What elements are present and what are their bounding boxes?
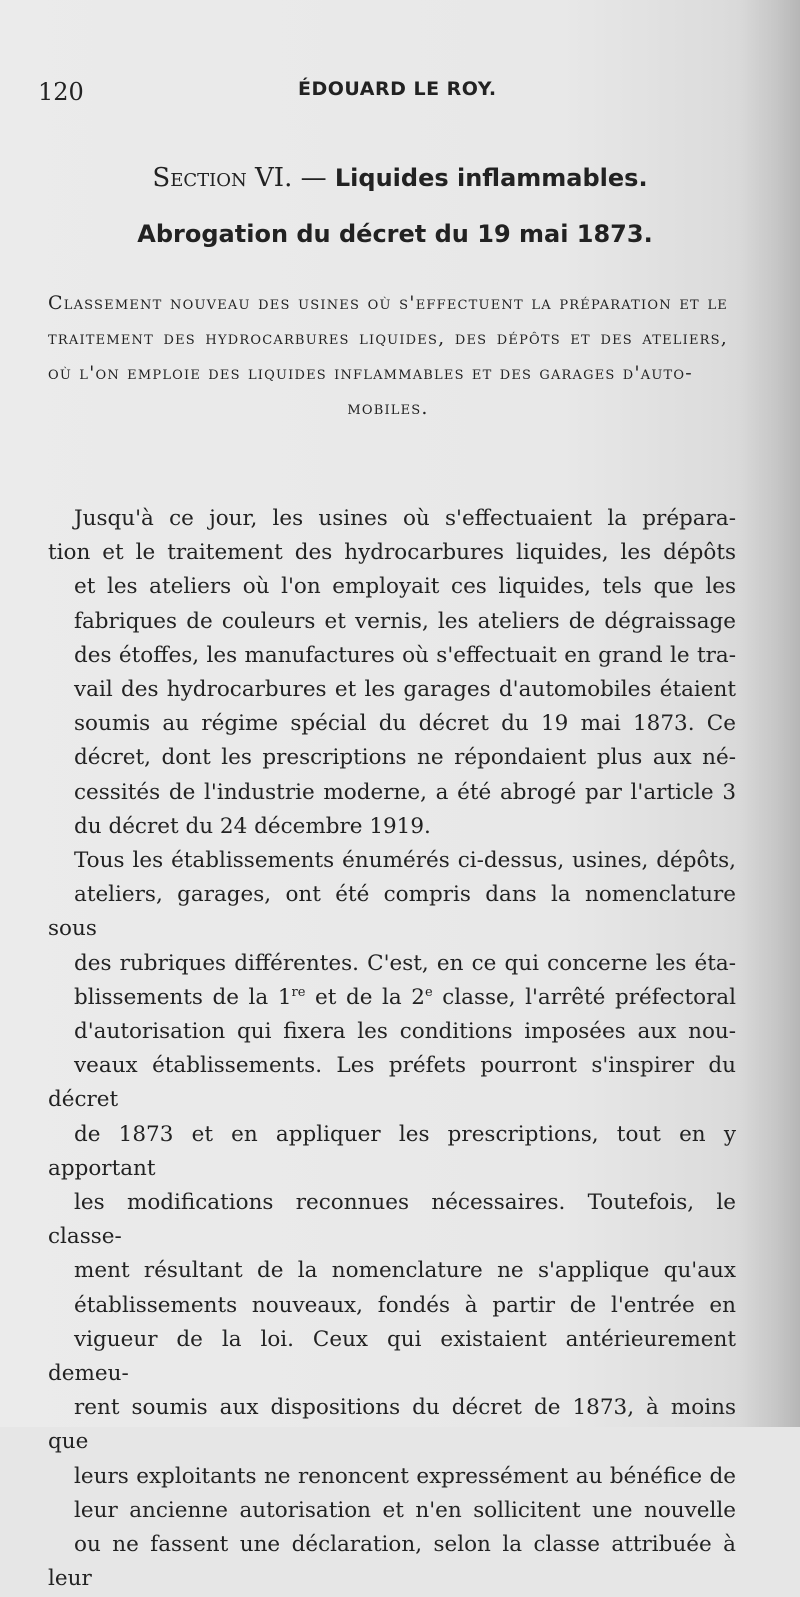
text-line: vigueur de la loi. Ceux qui existaient antérieurement demeu- <box>48 1326 736 1387</box>
text-line: de 1873 et en appliquer les prescriptions, tout en y apportant <box>48 1121 736 1181</box>
text-line: Tous les établissements énumérés ci-dessus, usines, dépôts, <box>74 848 736 874</box>
classement-line: des liquides inflammables et des garages d'auto- <box>208 362 693 384</box>
classement-line: mobiles. <box>347 397 429 419</box>
text-fragment: blissements de la 1 <box>74 984 292 1010</box>
text-line-with-superscripts <box>48 981 736 1015</box>
text-line: du décret du 24 décembre 1919. <box>74 813 431 839</box>
text-line: fabriques de couleurs et vernis, les ateliers de dégraissage <box>74 608 736 634</box>
superscript: re <box>291 984 306 1000</box>
text-line: d'autorisation qui fixera les conditions imposées aux nou- <box>74 1019 736 1045</box>
text-line: leur ancienne autorisation et n'en sollicitent une nouvelle <box>74 1497 736 1523</box>
classement-line: liquides, des dépôts et des ateliers, où l'on emploie <box>48 327 728 384</box>
text-line: décret, dont les prescriptions ne répondaient plus aux né- <box>74 745 736 771</box>
page-number: 120 <box>38 78 84 106</box>
text-line: leurs exploitants ne renoncent expressément au bénéfice de <box>74 1463 736 1489</box>
text-line: veaux établissements. Les préfets pourront s'inspirer du décret <box>48 1053 736 1113</box>
page-edge-shadow <box>740 0 800 1427</box>
superscript: e <box>424 984 433 1000</box>
text-line: les modifications reconnues nécessaires. Toutefois, le classe- <box>48 1190 736 1250</box>
section-label: Section VI. <box>152 163 293 193</box>
text-line: vail des hydrocarbures et les garages d'automobiles étaient <box>74 677 736 703</box>
text-line: et les ateliers où l'on employait ces liquides, tels que les <box>74 574 736 600</box>
text-line: des étoffes, les manufactures où s'effectuait en grand le tra- <box>74 642 736 668</box>
section-dash: — <box>300 163 327 193</box>
text-line: ou ne fassent une déclaration, selon la classe attribuée à leur <box>48 1532 736 1592</box>
classement-line: préparation et le traitement des hydrocarbures <box>48 292 728 349</box>
text-line: soumis au régime spécial du décret du 19 mai 1873. Ce <box>74 711 736 737</box>
text-line: des rubriques différentes. C'est, en ce qui concerne les éta- <box>74 950 736 976</box>
running-head: ÉDOUARD LE ROY. <box>298 78 497 100</box>
text-line: établissements nouveaux, fondés à partir de l'entrée en <box>74 1292 736 1318</box>
text-line: Jusqu'à ce jour, les usines où s'effectuaient la prépara- <box>74 506 736 531</box>
text-line: rent soumis aux dispositions du décret de 1873, à moins que <box>48 1395 736 1455</box>
classement-line: Classement nouveau des usines où s'effectuent la <box>48 292 552 314</box>
classement-heading <box>48 286 728 426</box>
paragraph-2 <box>48 844 736 1596</box>
section-title <box>0 163 800 193</box>
section-subtitle: Abrogation du décret du 19 mai 1873. <box>137 220 653 248</box>
section-heading: Liquides inflammables. <box>334 164 648 192</box>
text-fragment: classe, l'arrêté préfectoral <box>432 984 736 1010</box>
text-fragment: et de la 2 <box>305 984 425 1010</box>
text-line: cessités de l'industrie moderne, a été abrogé par l'article 3 <box>74 779 736 805</box>
text-line: ment résultant de la nomenclature ne s'applique qu'aux <box>74 1258 736 1284</box>
text-line: ateliers, garages, ont été compris dans la nomenclature sous <box>48 882 736 942</box>
text-line: tion et le traitement des hydrocarbures liquides, les dépôts <box>48 540 736 566</box>
page-header <box>36 74 736 110</box>
paragraph-1 <box>48 502 736 844</box>
body-text <box>48 502 736 1597</box>
